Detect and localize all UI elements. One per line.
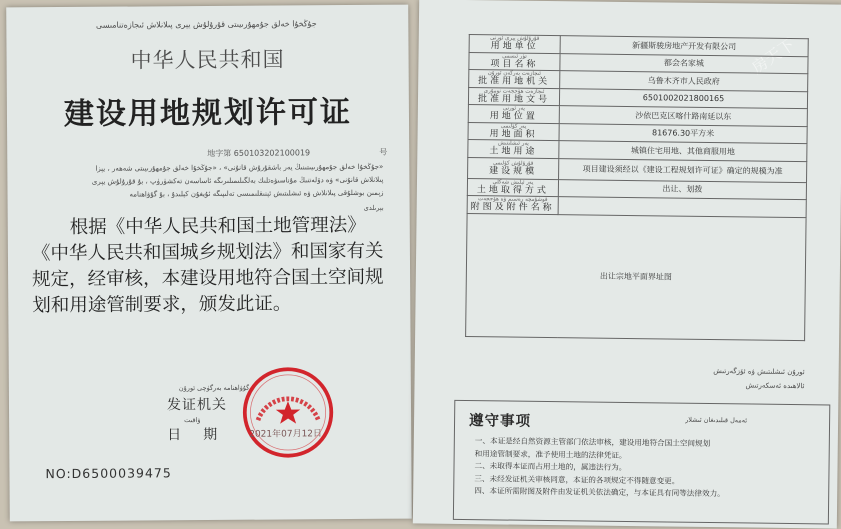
notice-list xyxy=(474,435,819,502)
row-value: 乌鲁木齐市人民政府 xyxy=(560,71,808,92)
row-value: 6501002021800165 xyxy=(559,88,807,109)
row-value: 项目建设须经以《建设工程规划许可证》确定的规模为准 xyxy=(559,158,807,182)
uyghur-paragraph-line: «جۇڭخۇا خەلق جۇمھۇرىيىتىنىڭ يەر باشقۇرۇش قانۇنى» ، «جۇڭخۇا خەلق جۇمھۇرىيىتى شەھەر ، يېزا xyxy=(95,162,384,173)
uyghur-paragraph-line: زېمىن بوشلۇقى پىلانلاش ۋە ئىشلىتىش ئېنىقلىمىسى تەلىپىگە ئۇيغۇن كېلىدۇ ، بۇ گۇۋاھنامە xyxy=(129,188,384,199)
date-label: 日期 xyxy=(167,426,240,444)
row-value: 城镇住宅用地、其他商服用地 xyxy=(559,141,807,162)
list-item: 三、未经发证机关审核同意，本证的各项规定不得随意变更。 xyxy=(474,473,680,486)
row-key: تۈر ئىسمى 项目名称 xyxy=(469,52,560,71)
uyghur-paragraph-line: پىلانلاش قانۇنى» ۋە دۆلەتنىڭ مۇناسىۋەتلىك بەلگىلىمىلىرىگە ئاساسەن تەكشۈرۈپ ، بۇ قۇرۇلۇش يېرى xyxy=(91,175,384,186)
table-row xyxy=(466,213,806,340)
date-label-uyghur: ۋاقىت xyxy=(184,416,201,425)
land-info-table xyxy=(465,34,809,341)
uyghur-note-line: ئالاھىدە ئەسكەرتىش xyxy=(745,381,805,391)
watermark: 房天下 xyxy=(747,34,799,78)
row-value: 出让、划拨 xyxy=(558,179,806,200)
notice-section xyxy=(453,400,830,525)
uyghur-paragraph-line: بېرىلدى xyxy=(363,203,384,212)
cert-no-suffix: 号 xyxy=(379,147,388,157)
issuer-label: 发证机关 xyxy=(166,396,228,414)
certificate-number xyxy=(207,147,388,159)
issuer-label-uyghur: گۇۋاھنامە بەرگۈچى ئورۇن xyxy=(178,383,250,393)
row-value: 沙依巴克区喀什路南延以东 xyxy=(559,106,807,127)
row-key: يەر ئېلىش شەكلى 土地取得方式 xyxy=(467,178,558,197)
row-key: يەر ئورنى 用地位置 xyxy=(468,105,559,124)
cert-no-value: 650103202100019 xyxy=(233,148,311,158)
row-key: قۇرۇلۇش كۆلىمى 建设规模 xyxy=(468,157,559,179)
license-detail-page xyxy=(413,0,841,529)
row-value: 81676.30平方米 xyxy=(559,123,807,144)
certificate-title: 建设用地规划许可证 xyxy=(63,94,353,133)
row-key: قۇرۇلۇش يېرى ئورنى 用地单位 xyxy=(469,35,560,54)
row-key: يەر كۆلىمى 用地面积 xyxy=(468,122,559,141)
certificate-body-text: 根据《中华人民共和国土地管理法》《中华人民共和国城乡规划法》和国家有关规定，经审核，本建设用地符合国土空间规划和用途管制要求，颁发此证。 xyxy=(31,214,384,317)
row-value: 新疆斯骏房地产开发有限公司 xyxy=(560,36,808,57)
issue-date: 2021年07月12日 xyxy=(249,429,323,440)
list-item: 四、本证所需附图及附件由发证机关依法确定，与本证具有同等法律效力。 xyxy=(474,486,725,499)
uyghur-header-text: جۇڭخۇا خەلق جۇمھۇرىيىتى قۇرۇلۇش يېرى پىلانلاش ئىجازەتنامىسى xyxy=(96,19,317,30)
cert-no-label: 地字第 xyxy=(207,148,232,159)
license-cover-page xyxy=(6,5,412,522)
notice-title-uyghur: ئەمەل قىلىدىغان ئىشلار xyxy=(685,415,748,425)
row-key: ئىجازەت ھۆججەت نومۇرى 批准用地文号 xyxy=(468,87,559,106)
list-item: 和用途管制要求，准予使用土地的法律凭证。 xyxy=(474,448,627,460)
row-key: ئىجازەت بەرگەن ئورۇن 批准用地机关 xyxy=(469,70,560,89)
list-item: 一、本证是经自然资源主管部门依法审核，建设用地符合国土空间规划 xyxy=(474,436,711,449)
notice-title: 遵守事项 xyxy=(468,412,532,430)
row-key: قوشۇمچە رەسىم ۋە ھۆججەت 附图及附件名称 xyxy=(467,196,558,215)
official-seal-stamp xyxy=(241,365,336,460)
row-key: يەر ئىشلىتىش 土地用途 xyxy=(468,140,559,159)
attachment-note xyxy=(466,213,806,340)
attachment-text: 出让宗地平面界址图 xyxy=(599,271,672,282)
serial-number: NO:D6500039475 xyxy=(45,465,172,482)
row-value: 都会名家城 xyxy=(560,53,808,74)
country-name: 中华人民共和国 xyxy=(130,47,285,73)
uyghur-note-line: ئورۇن ئىشلىتىش ۋە ئۆزگەرتىش xyxy=(713,367,805,377)
list-item: 二、未取得本证而占用土地的，属违法行为。 xyxy=(474,461,627,472)
